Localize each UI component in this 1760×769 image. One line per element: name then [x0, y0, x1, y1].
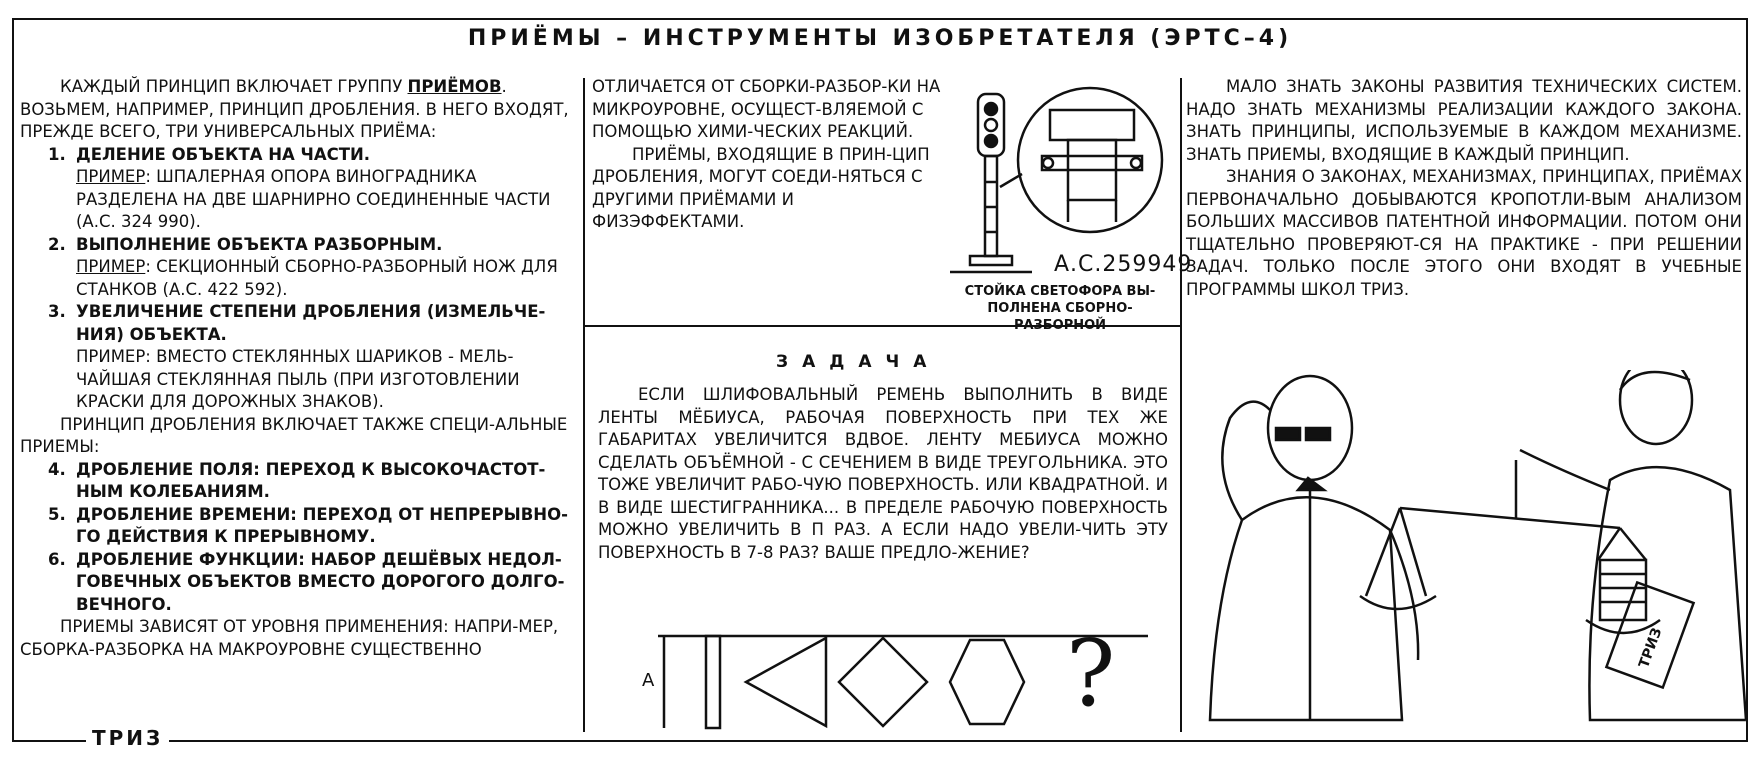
intro-paragraph: [20, 76, 576, 144]
section-letter: А: [642, 670, 655, 691]
special-paragraph: ПРИНЦИП ДРОБЛЕНИЯ ВКЛЮЧАЕТ ТАКЖЕ СПЕЦИ-АЛЬНЫЕ ПРИЕМЫ:: [20, 414, 568, 456]
item-text: ВЫПОЛНЕНИЕ ОБЪЕКТА РАЗБОРНЫМ.: [76, 234, 443, 254]
example-label: ПРИМЕР: [76, 167, 146, 186]
closing-paragraph: ПРИЕМЫ ЗАВИСЯТ ОТ УРОВНЯ ПРИМЕНЕНИЯ: НАПРИ-МЕР, СБОРКА-РАЗБОРКА НА МАКРОУРОВНЕ СУЩЕСТВЕННО: [20, 617, 559, 659]
bald-man-body: [1210, 497, 1402, 720]
combine-paragraph: ПРИЁМЫ, ВХОДЯЩИЕ В ПРИН-ЦИП ДРОБЛЕНИЯ, МОГУТ СОЕДИ-НЯТЬСЯ С ДРУГИМИ ПРИЁМАМИ И ФИЗЭФФЕКТАМИ.: [592, 144, 930, 231]
right-paragraph-2: ЗНАНИЯ О ЗАКОНАХ, МЕХАНИЗМАХ, ПРИНЦИПАХ, ПРИЁМАХ ПЕРВОНАЧАЛЬНО ДОБЫВАЮТСЯ КРОПОТЛИ-ВЫМ АНАЛИЗОМ БОЛЬШИХ МАССИВОВ ПАТЕНТНОЙ ИНФОРМАЦИИ. ПОТОМ ОНИ ТЩАТЕЛЬНО ПРОВЕРЯЮТ-СЯ НА ПРАКТИКЕ - ПРИ РЕШЕНИИ ЗАДАЧ. ТОЛЬКО ПОСЛЕ ЭТОГО ОНИ ВХОДЯТ В УЧЕБНЫЕ ПРОГРАММЫ ШКОЛ ТРИЗ.: [1186, 167, 1742, 299]
item-num: 4.: [48, 459, 66, 479]
middle-top-text: [592, 76, 947, 234]
intro-text-c: . ВОЗЬМЕМ, НАПРИМЕР, ПРИНЦИП ДРОБЛЕНИЯ. В НЕГО ВХОДЯТ, ПРЕЖДЕ ВСЕГО, ТРИ УНИВЕРСАЛЬНЫХ ПРИЁМА:: [20, 77, 569, 141]
illustration-caption: СТОЙКА СВЕТОФОРА ВЫ-ПОЛНЕНА СБОРНО-РАЗБОРНОЙ: [964, 284, 1156, 333]
task-title: ЗАДАЧА: [776, 352, 941, 372]
man-head: [1620, 370, 1692, 444]
item-text: ДРОБЛЕНИЕ ФУНКЦИИ: НАБОР ДЕШЁВЫХ НЕДОЛ-ГОВЕЧНЫХ ОБЪЕКТОВ ВМЕСТО ДОРОГОГО ДОЛГО-ВЕЧНОГО.: [76, 549, 565, 614]
item-text: ДЕЛЕНИЕ ОБЪЕКТА НА ЧАСТИ.: [76, 144, 371, 164]
left-column: [20, 76, 576, 661]
example-label: ПРИМЕР: [76, 257, 146, 276]
item-num: 5.: [48, 504, 66, 524]
item-2: [48, 234, 576, 257]
item-4: [48, 459, 576, 504]
square-section-shape: [839, 638, 927, 726]
item-num: 1.: [48, 144, 66, 164]
triangle-section-shape: [746, 638, 826, 726]
right-paragraph-1: МАЛО ЗНАТЬ ЗАКОНЫ РАЗВИТИЯ ТЕХНИЧЕСКИХ СИСТЕМ. НАДО ЗНАТЬ МЕХАНИЗМЫ РЕАЛИЗАЦИИ КАЖДОГО ЗАКОНА. ЗНАТЬ ПРИНЦИПЫ, ИСПОЛЬЗУЕМЫЕ В КАЖДОМ МЕХАНИЗМЕ. ЗНАТЬ ПРИЕМЫ, ВХОДЯЩИЕ В КАЖДЫЙ ПРИНЦИП.: [1186, 77, 1742, 164]
example-3: ПРИМЕР: ВМЕСТО СТЕКЛЯННЫХ ШАРИКОВ - МЕЛЬ-ЧАЙШАЯ СТЕКЛЯННАЯ ПЫЛЬ (ПРИ ИЗГОТОВЛЕНИИ КРАСКИ ДЛЯ ДОРОЖНЫХ ЗНАКОВ).: [76, 347, 520, 411]
item-3: [48, 301, 576, 346]
question-mark: ?: [1066, 620, 1116, 727]
page-title: ПРИЁМЫ – ИНСТРУМЕНТЫ ИЗОБРЕТАТЕЛЯ (ЭРТС–4): [467, 26, 1293, 51]
book-label: ТРИЗ: [1636, 625, 1666, 671]
cartoon-illustration: [1190, 370, 1746, 738]
strip-section-shape: [706, 636, 720, 728]
task-text: [598, 384, 1168, 564]
example-2: [76, 256, 576, 301]
intro-keyword: ПРИЁМОВ: [407, 77, 502, 96]
intro-text-a: КАЖДЫЙ ПРИНЦИП ВКЛЮЧАЕТ ГРУППУ: [60, 77, 408, 96]
example-text: : ШПАЛЕРНАЯ ОПОРА ВИНОГРАДНИКА РАЗДЕЛЕНА НА ДВЕ ШАРНИРНО СОЕДИНЕННЫЕ ЧАСТИ (А.С. 324 990).: [76, 167, 551, 231]
example-1: [76, 166, 576, 234]
signal-lamp-icon: [985, 119, 997, 131]
divider-right: [1180, 78, 1182, 732]
right-column: [1186, 76, 1742, 301]
item-num: 3.: [48, 302, 66, 321]
patent-number: А.С.259949: [1054, 252, 1193, 277]
scale-beam: [1400, 508, 1620, 528]
item-text: ДРОБЛЕНИЕ ПОЛЯ: ПЕРЕХОД К ВЫСОКОЧАСТОТ-НЫМ КОЛЕБАНИЯМ.: [76, 459, 546, 501]
item-text: УВЕЛИЧЕНИЕ СТЕПЕНИ ДРОБЛЕНИЯ (ИЗМЕЛЬЧЕ-НИЯ) ОБЪЕКТА.: [76, 302, 546, 344]
example-text: : СЕКЦИОННЫЙ СБОРНО-РАЗБОРНЫЙ НОЖ ДЛЯ СТАНКОВ (А.С. 422 592).: [76, 257, 558, 299]
item-num: 2.: [48, 234, 66, 254]
item-num: 6.: [48, 549, 66, 569]
scale-pan-left: [1360, 596, 1436, 609]
signal-lamp-icon: [985, 135, 997, 147]
hexagon-section-shape: [950, 640, 1024, 724]
footer-tag: ТРИЗ: [86, 726, 169, 750]
continuation-paragraph: ОТЛИЧАЕТСЯ ОТ СБОРКИ-РАЗБОР-КИ НА МИКРОУРОВНЕ, ОСУЩЕСТ-ВЛЯЕМОЙ С ПОМОЩЬЮ ХИМИ-ЧЕСКИХ РЕАКЦИЙ.: [592, 77, 941, 141]
item-1: [48, 144, 576, 167]
patent-stack: [1600, 560, 1646, 620]
item-text: ДРОБЛЕНИЕ ВРЕМЕНИ: ПЕРЕХОД ОТ НЕПРЕРЫВНО-ГО ДЕЙСТВИЯ К ПРЕРЫВНОМУ.: [76, 504, 568, 546]
divider-left: [583, 78, 585, 732]
task-paragraph: ЕСЛИ ШЛИФОВАЛЬНЫЙ РЕМЕНЬ ВЫПОЛНИТЬ В ВИДЕ ЛЕНТЫ МЁБИУСА, РАБОЧАЯ ПОВЕРХНОСТЬ ПРИ ТЕХ ЖЕ ГАБАРИТАХ УВЕЛИЧИТСЯ ВДВОЕ. ЛЕНТУ МЕБИУСА МОЖНО СДЕЛАТЬ ОБЪЁМНОЙ - С СЕЧЕНИЕМ В ВИДЕ ТРЕУГОЛЬНИКА. ЭТО ТОЖЕ УВЕЛИЧИТ РАБО-ЧУЮ ПОВЕРХНОСТЬ. ИЛИ КВАДРАТНОЙ. И В ВИДЕ ШЕСТИГРАННИКА... В ПРЕДЕЛЕ РАБОЧУЮ ПОВЕРХНОСТЬ МОЖНО УВЕЛИЧИТЬ В Π РАЗ. А ЕСЛИ НАДО УВЕЛИ-ЧИТЬ ЭТУ ПОВЕРХНОСТЬ В 7-8 РАЗ? ВАШЕ ПРЕДЛО-ЖЕНИЕ?: [598, 385, 1168, 562]
signal-lamp-icon: [985, 103, 997, 115]
item-6: [48, 549, 576, 617]
item-5: [48, 504, 576, 549]
